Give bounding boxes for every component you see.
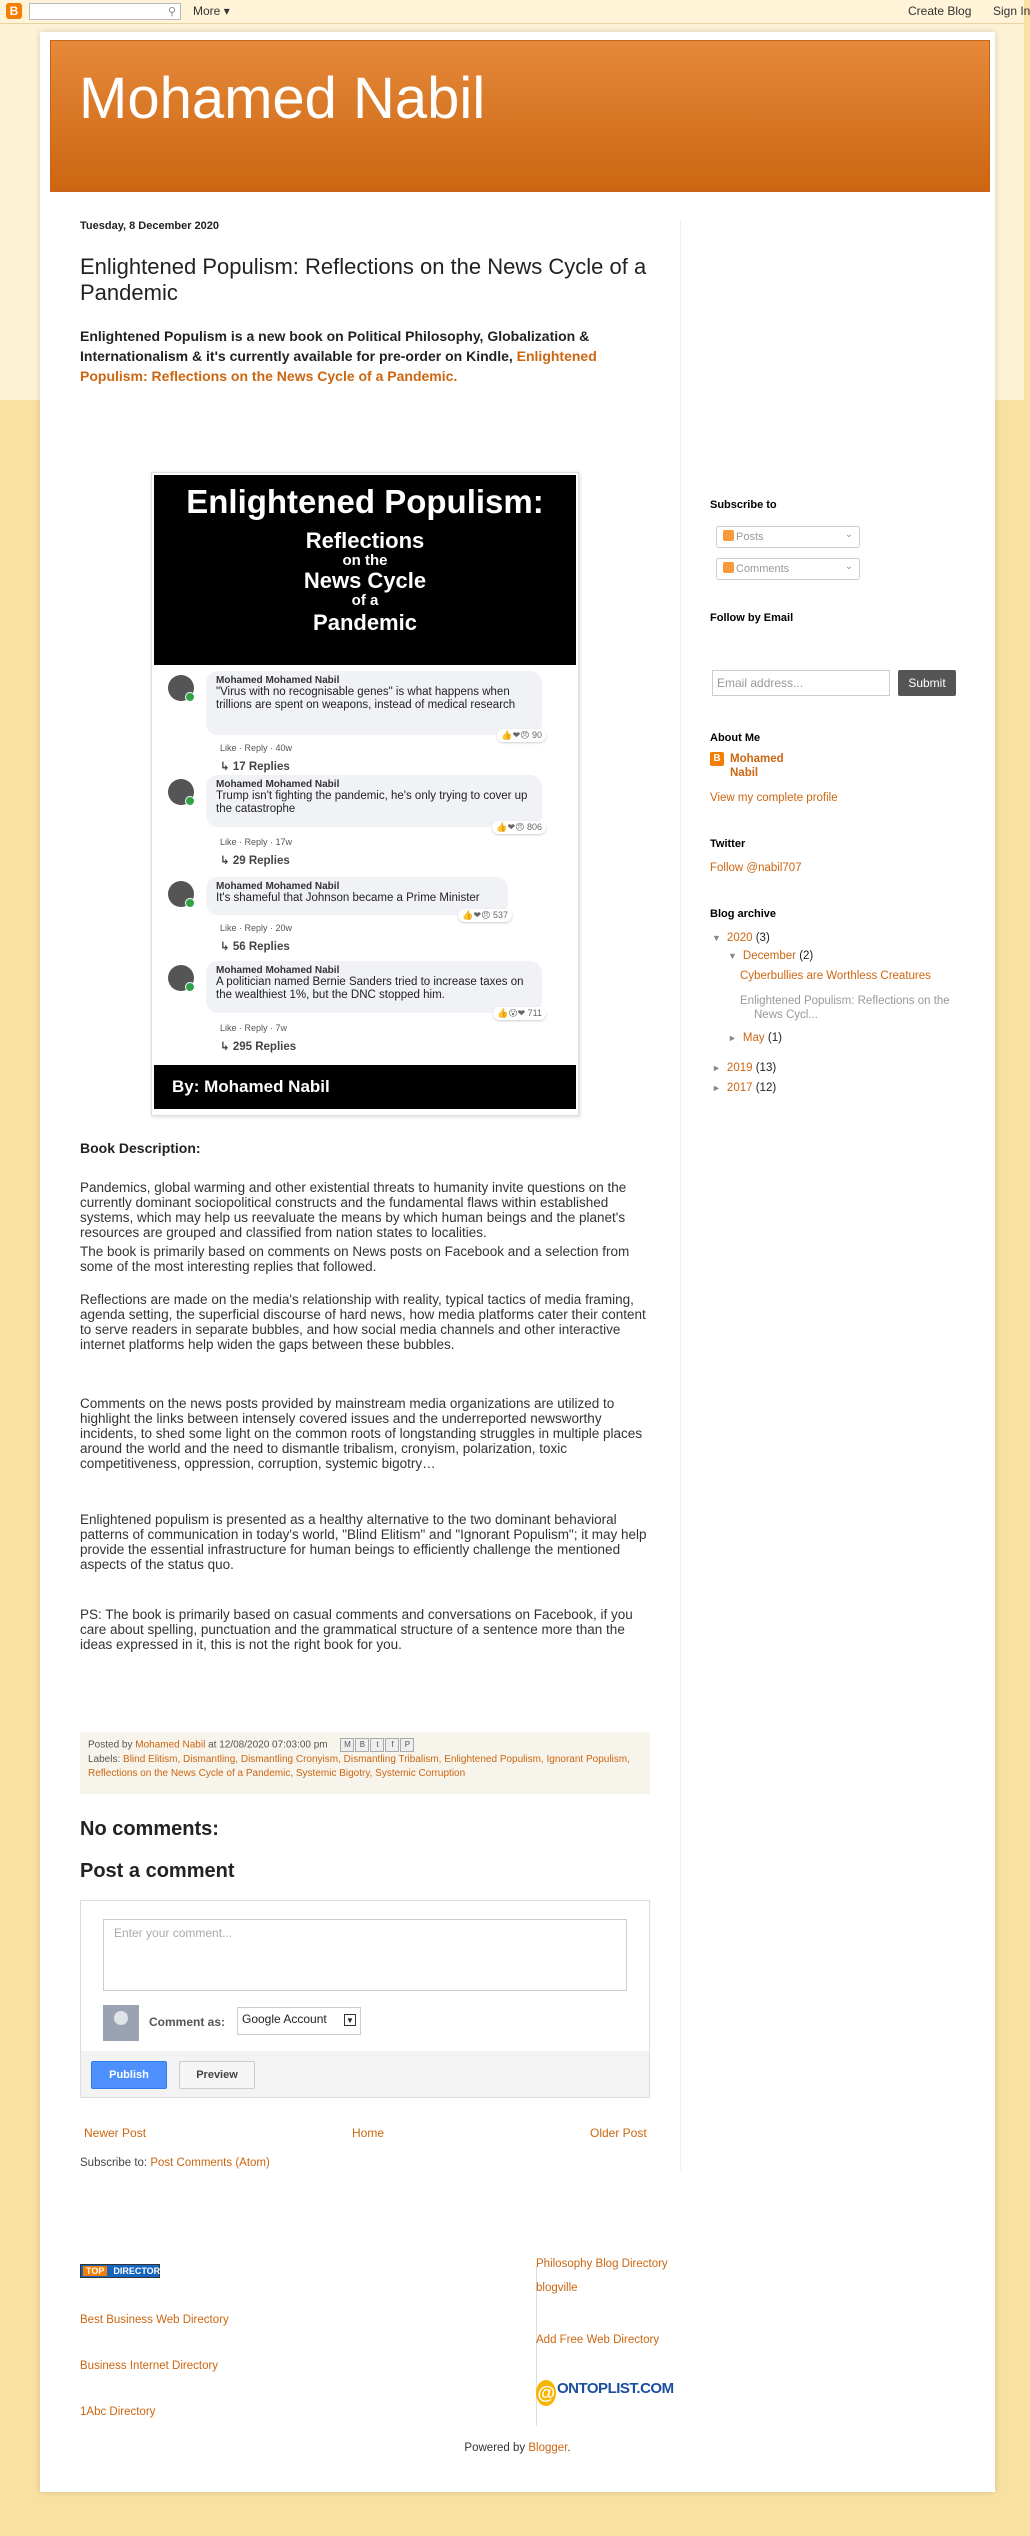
blogthis-icon[interactable]: B (355, 1738, 369, 1752)
archive-year-2020[interactable] (712, 932, 770, 944)
expanded-triangle-icon[interactable]: ▼ (712, 933, 721, 943)
comment-form-actions (81, 2051, 649, 2097)
post-intro (80, 326, 650, 386)
home-link[interactable]: Home (352, 2126, 385, 2140)
month-count: (1) (767, 1032, 782, 1044)
may-link[interactable]: May (742, 1032, 765, 1044)
about-heading: About Me (710, 732, 761, 744)
reactions-badge: 👍❤😠 806 (492, 821, 546, 834)
top-directory-badge[interactable] (80, 2264, 166, 2278)
subscribe-line (80, 2157, 270, 2169)
archive-month-may[interactable] (728, 1032, 782, 1044)
post-title: Enlightened Populism: Reflections on the News Cycle of a Pandemic (80, 254, 647, 305)
comment-form (80, 1900, 650, 2098)
main-content (40, 32, 995, 2492)
powered-by-label: Powered by (464, 2442, 526, 2454)
cover-title: Enlightened Populism: (186, 483, 544, 520)
directory-link[interactable]: blogville (536, 2282, 578, 2294)
description-paragraph: Comments on the news posts provided by mainstream media organizations are utilized to highlight the links between intensely covered issues and the underreported newsworthy incidents, to shed some light on the common roots of longstanding struggles in multiple places around the world and the need to dismantle tribalism, cronyism, polarization, toxic competitiveness, oppression, corruption, systemic bigotry… (80, 1396, 643, 1471)
chevron-down-icon: ⌄ (844, 529, 853, 540)
cover-comments (154, 665, 576, 1065)
archive-year-2019[interactable] (712, 1062, 776, 1074)
twitter-share-icon[interactable]: t (370, 1738, 384, 1752)
comment-input[interactable]: Enter your comment... (103, 1919, 627, 1991)
posts-feed-dropdown[interactable] (716, 526, 860, 548)
profile-name-2: Nabil (730, 767, 759, 779)
directory-link[interactable]: Philosophy Blog Directory (536, 2258, 668, 2270)
pinterest-share-icon[interactable]: P (400, 1738, 414, 1752)
description-paragraph: The book is primarily based on comments on News posts on Facebook and a selection from some of the most interesting replies that followed. (80, 1244, 630, 1274)
powered-dot: . (567, 2442, 571, 2454)
publish-button[interactable]: Publish (91, 2061, 167, 2089)
replies-count: 56 Replies (232, 941, 290, 953)
feed-icon (723, 562, 734, 573)
facebook-share-icon[interactable]: f (385, 1738, 399, 1752)
archive-year-2017[interactable] (712, 1082, 776, 1094)
more-label: More (193, 4, 221, 18)
blogger-navbar (0, 0, 1030, 24)
newer-post-link[interactable]: Newer Post (84, 2126, 147, 2140)
replies-count: 17 Replies (232, 761, 290, 773)
reactions-badge: 👍❤😠 90 (497, 729, 546, 742)
current-post-line1: Enlightened Populism: Reflections on the (740, 995, 950, 1007)
atom-feed-link[interactable]: Post Comments (Atom) (150, 2157, 270, 2169)
comment-meta: Like · Reply · 40w (220, 743, 293, 753)
kindle-link[interactable]: Enlightened Populism: Reflections on the News Cycle of a Pandemic. (80, 348, 597, 384)
cover-sub1: Reflections (305, 528, 425, 553)
avatar (168, 675, 194, 701)
collapsed-triangle-icon[interactable]: ► (712, 1063, 721, 1073)
avatar (168, 881, 194, 907)
directory-link[interactable]: 1Abc Directory (80, 2406, 156, 2418)
timestamp-link[interactable]: 12/08/2020 07:03:00 pm (219, 1739, 328, 1751)
blogger-logo[interactable]: B (6, 3, 22, 19)
comment-replies (220, 1039, 296, 1053)
avatar (168, 965, 194, 991)
comment-as-label: Comment as: (149, 2015, 226, 2029)
comments-feed-dropdown[interactable] (716, 558, 860, 580)
cover-sub5: Pandemic (313, 610, 417, 635)
column-divider (680, 220, 681, 2170)
user-avatar-icon (103, 2005, 139, 2041)
comment-bubble (206, 877, 508, 920)
no-comments-heading: No comments: (80, 1818, 219, 1840)
older-post-link[interactable]: Older Post (590, 2126, 647, 2140)
subscribe-to-label: Subscribe to: (80, 2157, 148, 2169)
blog-title[interactable]: Mohamed Nabil (79, 66, 486, 131)
book-description-heading: Book Description: (80, 1140, 201, 1156)
comment-bubble (206, 671, 542, 740)
email-input[interactable]: Email address... (712, 670, 890, 696)
reactions-badge: 👍😮❤ 711 (493, 1007, 546, 1020)
email-icon[interactable]: M (340, 1738, 354, 1752)
profile-name-link[interactable] (730, 752, 990, 780)
powered-by (40, 2442, 995, 2454)
cover-byline: By: Mohamed Nabil (154, 1065, 576, 1109)
cover-sub4: of a (351, 592, 379, 609)
labels-links[interactable]: Blind Elitism, Dismantling, Dismantling Cronyism, Dismantling Tribalism, Enlightened Populism, Ignorant Populism, Reflections on the News Cycle of a Pandemic, Systemic Bigotry, Systemic Corruption (88, 1753, 630, 1779)
chevron-down-icon: ⌄ (844, 561, 853, 572)
view-profile-link[interactable]: View my complete profile (710, 792, 838, 804)
month-count: (2) (799, 950, 814, 962)
comment-meta: Like · Reply · 20w (220, 923, 293, 933)
collapsed-triangle-icon[interactable]: ► (712, 1083, 721, 1093)
reply-arrow-icon: ↳ (220, 1041, 233, 1053)
identity-value: Google Account (242, 2012, 327, 2026)
comment-author: Mohamed Mohamed Nabil (216, 779, 340, 790)
post-footer (80, 1732, 650, 1794)
share-buttons (340, 1738, 415, 1752)
comment-text: A politician named Bernie Sanders tried to increase taxes on the wealthiest 1%, but the DNC stopped him. (216, 976, 524, 1001)
cover-sub2: on the (342, 552, 388, 569)
post-labels (88, 1753, 642, 1781)
preview-button[interactable]: Preview (179, 2061, 255, 2089)
posts-label: Posts (736, 531, 764, 543)
badge-directory: DIRECTORY (113, 2266, 166, 2276)
author-link[interactable]: Mohamed Nabil (135, 1739, 206, 1751)
ontoplist-badge[interactable] (536, 2380, 674, 2406)
more-menu[interactable] (193, 4, 230, 18)
description-paragraph: Enlightened populism is presented as a healthy alternative to the two dominant behavioral patterns of communication in today's world, "Blind Elitism" and "Ignorant Populism"; it may help provide the essential infrastructure for human beings to efficiently challenge the mentioned aspects of the status quo. (80, 1512, 647, 1572)
comment-author: Mohamed Mohamed Nabil (216, 881, 340, 892)
directory-link[interactable]: Business Internet Directory (80, 2360, 219, 2372)
badge-top: TOP (83, 2266, 107, 2276)
cover-sub3: News Cycle (303, 568, 427, 593)
year-2020-link[interactable]: 2020 (726, 932, 753, 944)
search-icon[interactable]: ⚲ (167, 6, 176, 18)
comment-text: Trump isn't fighting the pandemic, he's only trying to cover up the catastrophe (216, 790, 528, 815)
comment-bubble (206, 775, 542, 832)
follow-email-heading: Follow by Email (710, 612, 794, 624)
sign-in-link[interactable]: Sign In (993, 4, 1030, 18)
comments-label: Comments (736, 563, 790, 575)
archive-month-december[interactable] (728, 950, 813, 962)
reply-arrow-icon: ↳ (220, 941, 233, 953)
blogger-profile-icon: B (710, 752, 724, 766)
reactions-badge: 👍❤😠 537 (458, 909, 512, 922)
comment-replies (220, 759, 290, 773)
create-blog-link[interactable]: Create Blog (908, 4, 972, 18)
collapsed-triangle-icon[interactable]: ► (728, 1033, 737, 1043)
directory-link[interactable]: Best Business Web Directory (80, 2314, 229, 2326)
date-header: Tuesday, 8 December 2020 (80, 220, 220, 232)
post-byline (88, 1738, 642, 1753)
comment-text: It's shameful that Johnson became a Prime Minister (216, 892, 480, 904)
comment-replies (220, 853, 290, 867)
comment-author: Mohamed Mohamed Nabil (216, 675, 340, 686)
book-cover-image[interactable] (151, 472, 579, 1116)
replies-count: 295 Replies (232, 1041, 297, 1053)
comment-text: "Virus with no recognisable genes" is what happens when trillions are spent on weapons, instead of medical research (216, 686, 516, 711)
submit-button[interactable]: Submit (898, 670, 956, 696)
feed-icon (723, 530, 734, 541)
description-paragraph: Pandemics, global warming and other existential threats to humanity invite questions on the currently dominant sociopolitical constructs and the fundamental flaws within established systems, which may help us reevaluate the means by which human beings and the planet's resources are grouped and classified from nation states to localities. (80, 1180, 627, 1240)
year-count: (12) (755, 1082, 777, 1094)
subscribe-heading: Subscribe to (710, 499, 777, 511)
comment-author: Mohamed Mohamed Nabil (216, 965, 340, 976)
at-label: at (208, 1739, 217, 1751)
comment-replies (220, 939, 290, 953)
intro-text: Enlightened Populism is a new book on Political Philosophy, Globalization & Internationalism & it's currently available for pre-order on Kindle, (80, 328, 590, 364)
reply-arrow-icon: ↳ (220, 761, 233, 773)
post-a-comment-heading: Post a comment (80, 1860, 235, 1882)
post (80, 220, 650, 386)
comment-bubble (206, 961, 542, 1018)
comment-meta: Like · Reply · 17w (220, 837, 293, 847)
twitter-heading: Twitter (710, 838, 746, 850)
archive-post-link[interactable]: Cyberbullies are Worthless Creatures (740, 970, 931, 982)
blog-header (50, 40, 990, 192)
posted-by-label: Posted by (88, 1739, 133, 1751)
reply-arrow-icon: ↳ (220, 855, 233, 867)
avatar (168, 779, 194, 805)
identity-select[interactable] (237, 2007, 361, 2035)
year-count: (13) (755, 1062, 777, 1074)
description-paragraph: PS: The book is primarily based on casual comments and conversations on Facebook, if you care about spelling, punctuation and the grammatical structure of a sentence more than the ideas expressed in it, this is not the right book for you. (80, 1607, 633, 1652)
navbar-search-input[interactable] (29, 3, 181, 20)
comment-meta: Like · Reply · 7w (220, 1023, 288, 1033)
replies-count: 29 Replies (232, 855, 290, 867)
december-link[interactable]: December (742, 950, 796, 962)
archive-current-post (740, 994, 950, 1022)
year-2017-link[interactable]: 2017 (726, 1082, 753, 1094)
year-2019-link[interactable]: 2019 (726, 1062, 753, 1074)
labels-prefix: Labels: (88, 1753, 121, 1765)
ontoplist-label: ONTOPLIST.COM (557, 2380, 674, 2397)
year-count: (3) (755, 932, 770, 944)
directory-link[interactable]: Add Free Web Directory (536, 2334, 660, 2346)
cover-title-block (154, 475, 576, 665)
dropdown-arrow-icon: ▼ (344, 2014, 356, 2026)
description-paragraph: Reflections are made on the media's relationship with reality, typical tactics of media framing, agenda setting, the superficial discourse of hard news, how media platforms cater their content to serve readers in separate bubbles, and how social media channels and other interactive internet platforms help widen the gaps between these bubbles. (80, 1292, 646, 1352)
archive-heading: Blog archive (710, 908, 777, 920)
expanded-triangle-icon[interactable]: ▼ (728, 951, 737, 961)
current-post-line2: News Cycl... (754, 1009, 818, 1021)
twitter-follow-link[interactable]: Follow @nabil707 (710, 862, 802, 874)
blogger-link[interactable]: Blogger (528, 2442, 568, 2454)
profile-name-1: Mohamed (730, 753, 784, 765)
caret-down-icon: ▾ (223, 4, 230, 18)
ontoplist-at-icon: @ (536, 2380, 556, 2406)
